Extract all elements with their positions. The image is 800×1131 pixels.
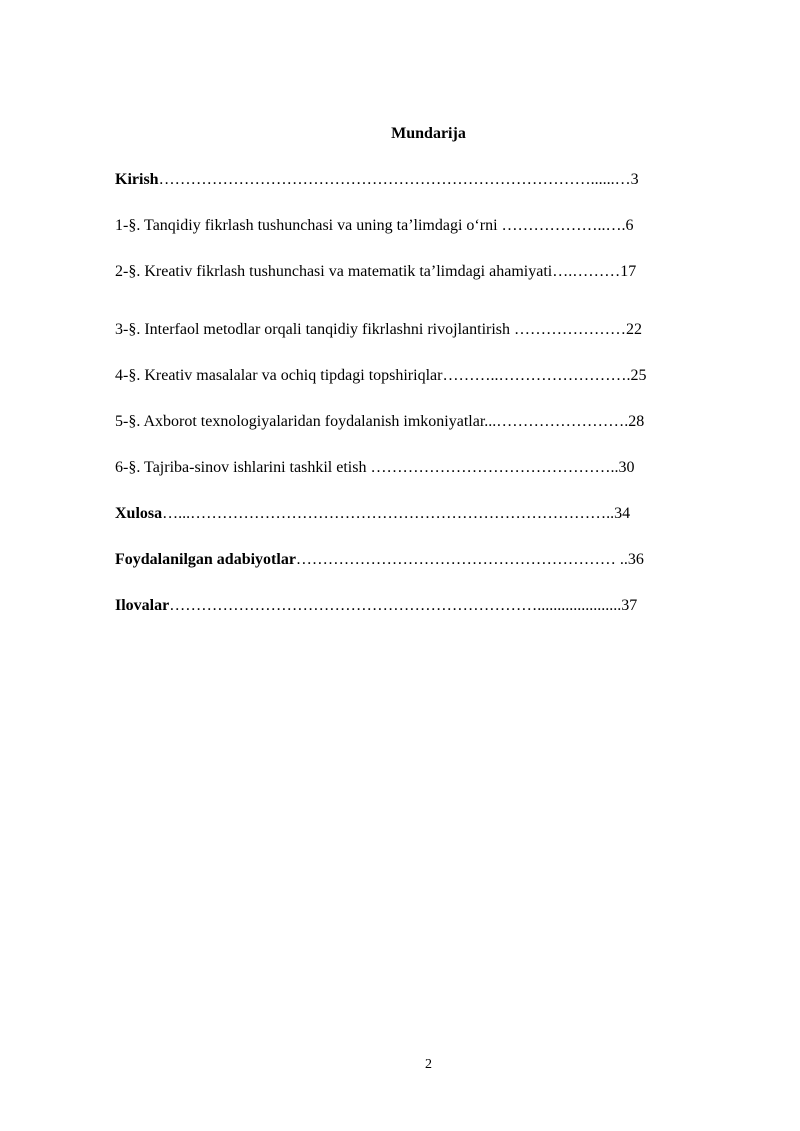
toc-entry-label: Kirish [115, 171, 159, 188]
page-number: 2 [425, 1057, 432, 1072]
toc-entry-leader: ………………… [510, 321, 627, 338]
toc-entry-page: 34 [614, 505, 631, 522]
toc-entry-section-1 [115, 216, 634, 236]
toc-entry-leader: …………………………………………………… .. [295, 551, 628, 568]
toc-entry-page: 28 [628, 413, 645, 430]
toc-entry-kirish [115, 170, 639, 190]
toc-title: Mundarija [391, 125, 466, 142]
toc-entry-label: Ilovalar [115, 597, 170, 614]
toc-entry-page: 25 [630, 367, 647, 384]
toc-entry-page: 17 [620, 263, 637, 280]
toc-entry-label: 4-§. Kreativ masalalar va ochiq tipdagi topshiriqlar [115, 367, 443, 384]
toc-entry-xulosa [115, 504, 630, 524]
toc-entry-label: 5-§. Axborot texnologiyalaridan foydalanish imkoniyatlar [115, 413, 485, 430]
toc-entry-label: 3-§. Interfaol metodlar orqali tanqidiy fikrlashni rivojlantirish [115, 321, 511, 338]
toc-entry-foydalanilgan-adabiyotlar [115, 550, 644, 570]
toc-entry-page: 3 [630, 171, 639, 188]
toc-entry-page: 37 [621, 597, 638, 614]
toc-entry-leader: ……………………………………………………………..................... [169, 597, 622, 614]
toc-entry-page: 6 [625, 217, 634, 234]
toc-entry-page: 36 [627, 551, 644, 568]
toc-entry-leader: ………..……………………. [442, 367, 631, 384]
toc-entry-page: 30 [618, 459, 635, 476]
toc-entry-section-2 [115, 262, 636, 282]
toc-entry-section-6 [115, 458, 634, 478]
toc-entry-leader: ...……………………. [484, 413, 629, 430]
toc-entry-leader: ……………………………………….. [366, 459, 619, 476]
toc-entry-label: 6-§. Tajriba-sinov ishlarini tashkil etish [115, 459, 367, 476]
toc-entry-section-3 [115, 320, 642, 340]
toc-entry-leader: ….……… [552, 263, 621, 280]
toc-entry-page: 22 [626, 321, 643, 338]
toc-entry-label: Foydalanilgan adabiyotlar [115, 551, 296, 568]
toc-entry-leader: ………………………………………………………………………......… [158, 171, 631, 188]
toc-entry-label: 2-§. Kreativ fikrlash tushunchasi va matematik ta’limdagi ahamiyati [115, 263, 553, 280]
toc-entry-section-4 [115, 366, 646, 386]
toc-entry-ilovalar [115, 596, 637, 616]
toc-entry-leader: ………………..…. [497, 217, 626, 234]
toc-entry-label: Xulosa [115, 505, 163, 522]
toc-entry-label: 1-§. Tanqidiy fikrlash tushunchasi va uning ta’limdagi o‘rni [115, 217, 498, 234]
toc-entry-leader: …...…………………………………………………………………….. [162, 505, 615, 522]
toc-entry-section-5 [115, 412, 644, 432]
